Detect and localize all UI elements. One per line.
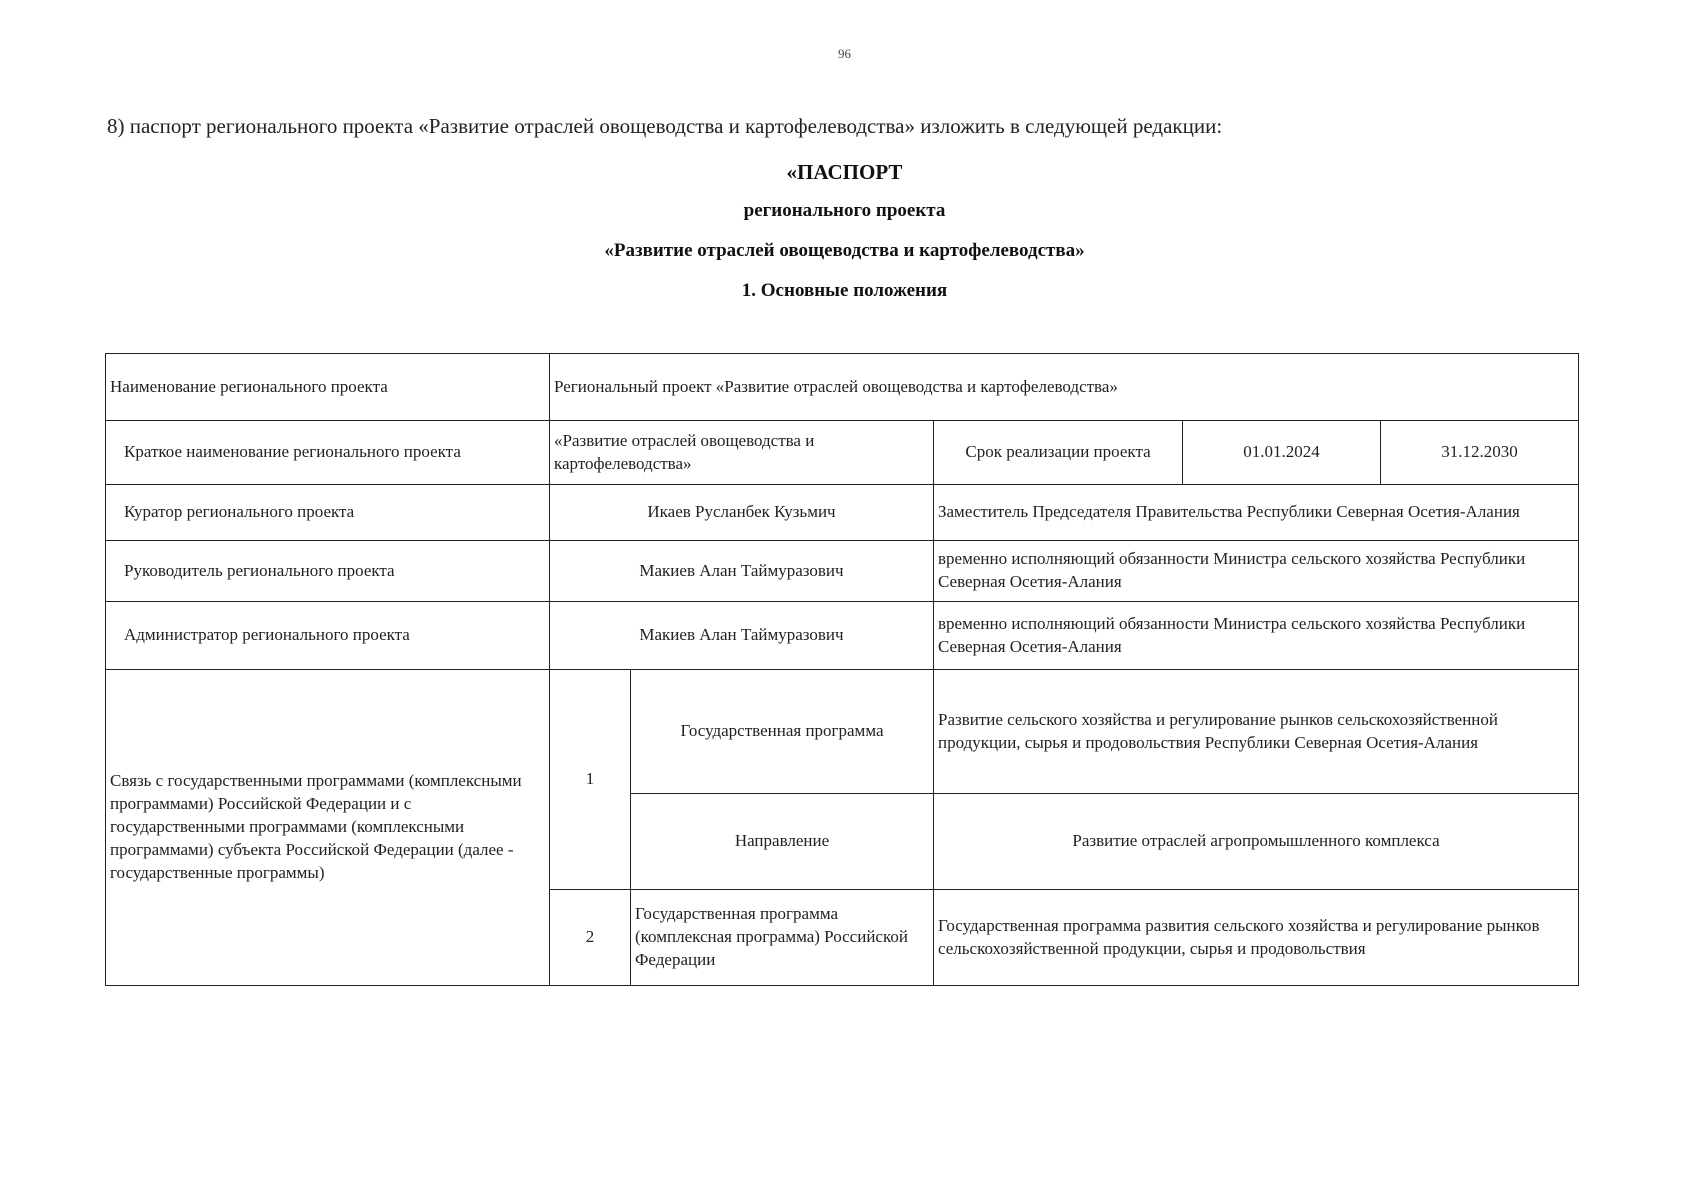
- project-title-heading: «Развитие отраслей овощеводства и картофелеводства»: [604, 240, 1085, 261]
- link-1-direction-value: Развитие отраслей агропромышленного комплекса: [934, 794, 1579, 890]
- curator-name: Икаев Русланбек Кузьмич: [550, 485, 934, 541]
- passport-table: [105, 353, 1579, 986]
- short-name-value: «Развитие отраслей овощеводства и картофелеводства»: [550, 421, 934, 485]
- name-value: Региональный проект «Развитие отраслей овощеводства и картофелеводства»: [550, 354, 1579, 421]
- link-1-program-value: Развитие сельского хозяйства и регулирование рынков сельскохозяйственной продукции, сырья и продовольствия Республики Северная Осетия-Алания: [934, 670, 1579, 794]
- link-1-number: 1: [550, 670, 631, 890]
- regional-project-heading: регионального проекта: [743, 200, 946, 221]
- table-row-curator: [106, 485, 1579, 541]
- head-position: временно исполняющий обязанности Министра сельского хозяйства Республики Северная Осетия-Алания: [934, 541, 1579, 602]
- link-1-direction-label: Направление: [631, 794, 934, 890]
- link-2-program-label: Государственная программа (комплексная программа) Российской Федерации: [631, 890, 934, 986]
- table-row-short-name: [106, 421, 1579, 485]
- head-label: Руководитель регионального проекта: [106, 541, 550, 602]
- page-number: 96: [838, 46, 851, 61]
- table-row-link-1-program: [106, 670, 1579, 794]
- period-label: Срок реализации проекта: [934, 421, 1183, 485]
- section-heading: 1. Основные положения: [741, 280, 948, 301]
- table-row-admin: [106, 602, 1579, 670]
- table-row-head: [106, 541, 1579, 602]
- admin-position: временно исполняющий обязанности Министра сельского хозяйства Республики Северная Осетия-Алания: [934, 602, 1579, 670]
- admin-name: Макиев Алан Таймуразович: [550, 602, 934, 670]
- short-name-label: Краткое наименование регионального проекта: [106, 421, 550, 485]
- period-end: 31.12.2030: [1381, 421, 1579, 485]
- head-name: Макиев Алан Таймуразович: [550, 541, 934, 602]
- curator-label: Куратор регионального проекта: [106, 485, 550, 541]
- table-row-name: [106, 354, 1579, 421]
- link-1-program-label: Государственная программа: [631, 670, 934, 794]
- name-label: Наименование регионального проекта: [106, 354, 550, 421]
- link-2-number: 2: [550, 890, 631, 986]
- curator-position: Заместитель Председателя Правительства Республики Северная Осетия-Алания: [934, 485, 1579, 541]
- admin-label: Администратор регионального проекта: [106, 602, 550, 670]
- link-2-program-value: Государственная программа развития сельского хозяйства и регулирование рынков сельскохозяйственной продукции, сырья и продовольствия: [934, 890, 1579, 986]
- period-start: 01.01.2024: [1183, 421, 1381, 485]
- passport-heading: «ПАСПОРТ: [786, 160, 903, 184]
- links-label: Связь с государственными программами (комплексными программами) Российской Федерации и с государственными программами (комплексными программами) субъекта Российской Федерации (далее - государственные программы): [106, 670, 550, 986]
- intro-paragraph: 8) паспорт регионального проекта «Развитие отраслей овощеводства и картофелеводства» изложить в следующей редакции:: [107, 114, 1223, 138]
